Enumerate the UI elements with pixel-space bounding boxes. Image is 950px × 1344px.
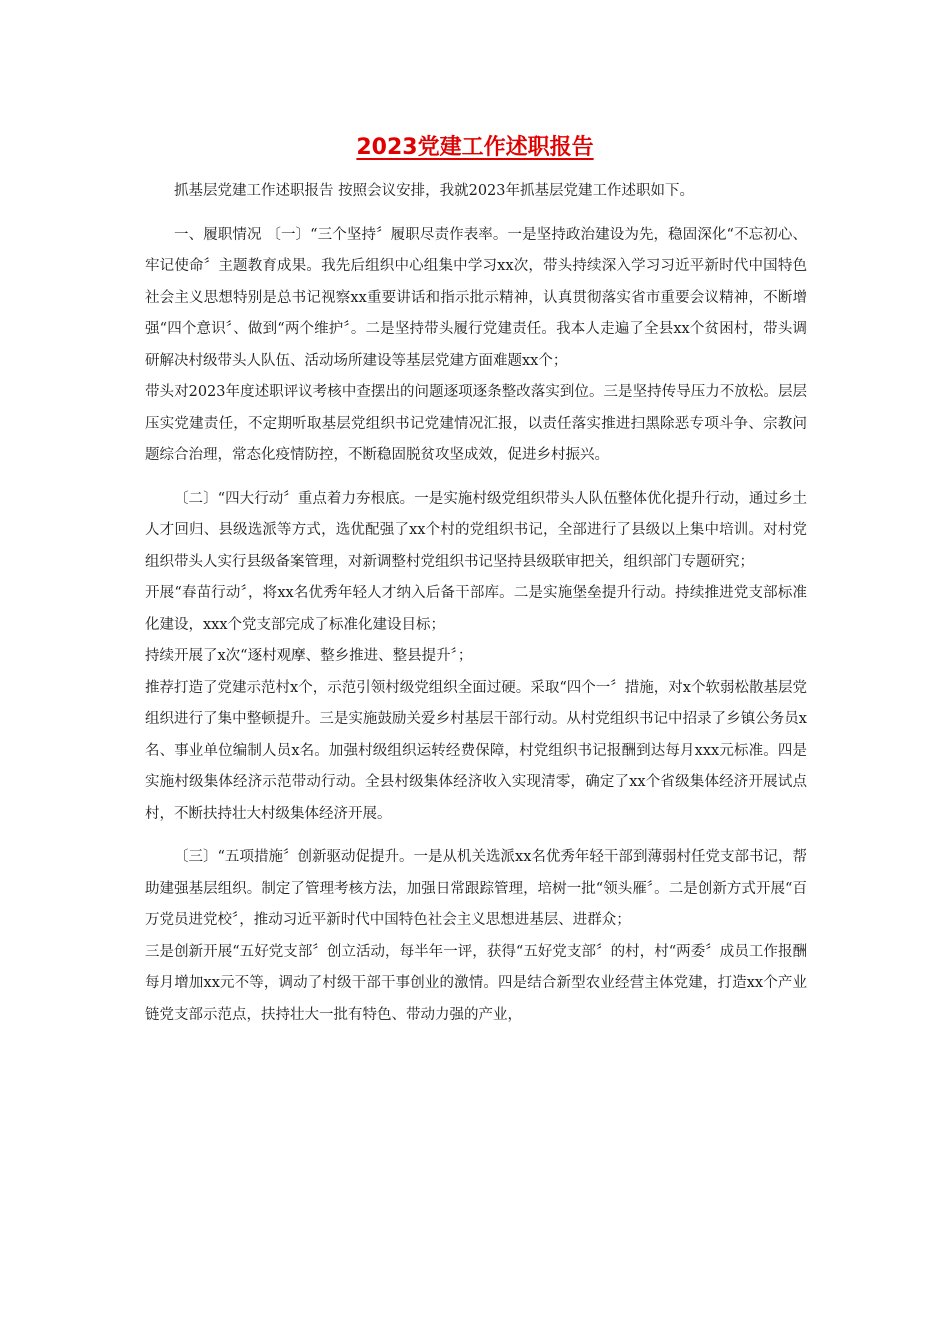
paragraph-section-2-cont-b: 持续开展了x次“逐村观摩、整乡推进、整县提升〞； bbox=[145, 648, 473, 664]
paragraph-section-2-cont-c: 推荐打造了党建示范村x个，示范引领村级党组织全面过硬。采取“四个一〞措施，对x个软弱松散基层党组织进行了集中整顿提升。三是实施鼓励关爱乡村基层干部行动。从村党组织书记中招录了乡镇公务员x名、事业单位编制人员x名。加强村级组织运转经费保障，村党组织书记报酬到达每月xxx元标准。四是实施村级集体经济示范带动行动。全县村级集体经济收入实现清零，确定了xx个省级集体经济开展试点村，不断扶持壮大村级集体经济开展。 bbox=[145, 679, 807, 822]
paragraph-section-2: 〔二〕“四大行动〞重点着力夯根底。一是实施村级党组织带头人队伍整体优化提升行动，通过乡土人才回归、县级选派等方式，选优配强了xx个村的党组织书记，全部进行了县级以上集中培训。对村党组织带头人实行县级备案管理，对新调整村党组织书记坚持县级联审把关，组织部门专题研究； bbox=[145, 490, 807, 570]
document-title-text: 2023党建工作述职报告 bbox=[356, 135, 594, 160]
paragraph-section-1: 一、履职情况 〔一〕“三个坚持〞履职尽责作表率。一是坚持政治建设为先，稳固深化“不忘初心、牢记使命〞主题教育成果。我先后组织中心组集中学习xx次，带头持续深入学习习近平新时代中国特色社会主义思想特别是总书记视察xx重要讲话和指示批示精神，认真贯彻落实省市重要会议精神，不断增强“四个意识〞、做到“两个维护〞。二是坚持带头履行党建责任。我本人走遍了全县xx个贫困村，带头调研解决村级带头人队伍、活动场所建设等基层党建方面难题xx个； bbox=[145, 226, 807, 369]
document-body bbox=[145, 176, 807, 1031]
paragraph-intro: 抓基层党建工作述职报告 按照会议安排，我就2023年抓基层党建工作述职如下。 bbox=[174, 183, 695, 199]
document-title bbox=[0, 133, 950, 163]
paragraph-section-3-cont: 三是创新开展“五好党支部〞创立活动，每半年一评，获得“五好党支部〞的村，村“两委〞成员工作报酬每月增加xx元不等，调动了村级干部干事创业的激情。四是结合新型农业经营主体党建，打造xx个产业链党支部示范点，扶持壮大一批有特色、带动力强的产业， bbox=[145, 943, 807, 1023]
paragraph-section-3: 〔三〕“五项措施〞创新驱动促提升。一是从机关选派xx名优秀年轻干部到薄弱村任党支部书记，帮助建强基层组织。制定了管理考核方法，加强日常跟踪管理，培树一批“领头雁〞。二是创新方式开展“百万党员进党校〞，推动习近平新时代中国特色社会主义思想进基层、进群众； bbox=[145, 849, 807, 928]
paragraph-section-2-cont-a: 开展“春苗行动〞，将xx名优秀年轻人才纳入后备干部库。二是实施堡垒提升行动。持续推进党支部标准化建设，xxx个党支部完成了标准化建设目标； bbox=[145, 585, 807, 633]
paragraph-section-1-cont: 带头对2023年度述职评议考核中查摆出的问题逐项逐条整改落实到位。三是坚持传导压力不放松。层层压实党建责任，不定期听取基层党组织书记党建情况汇报，以责任落实推进扫黑除恶专项斗争、宗教问题综合治理，常态化疫情防控，不断稳固脱贫攻坚成效，促进乡村振兴。 bbox=[145, 384, 807, 463]
